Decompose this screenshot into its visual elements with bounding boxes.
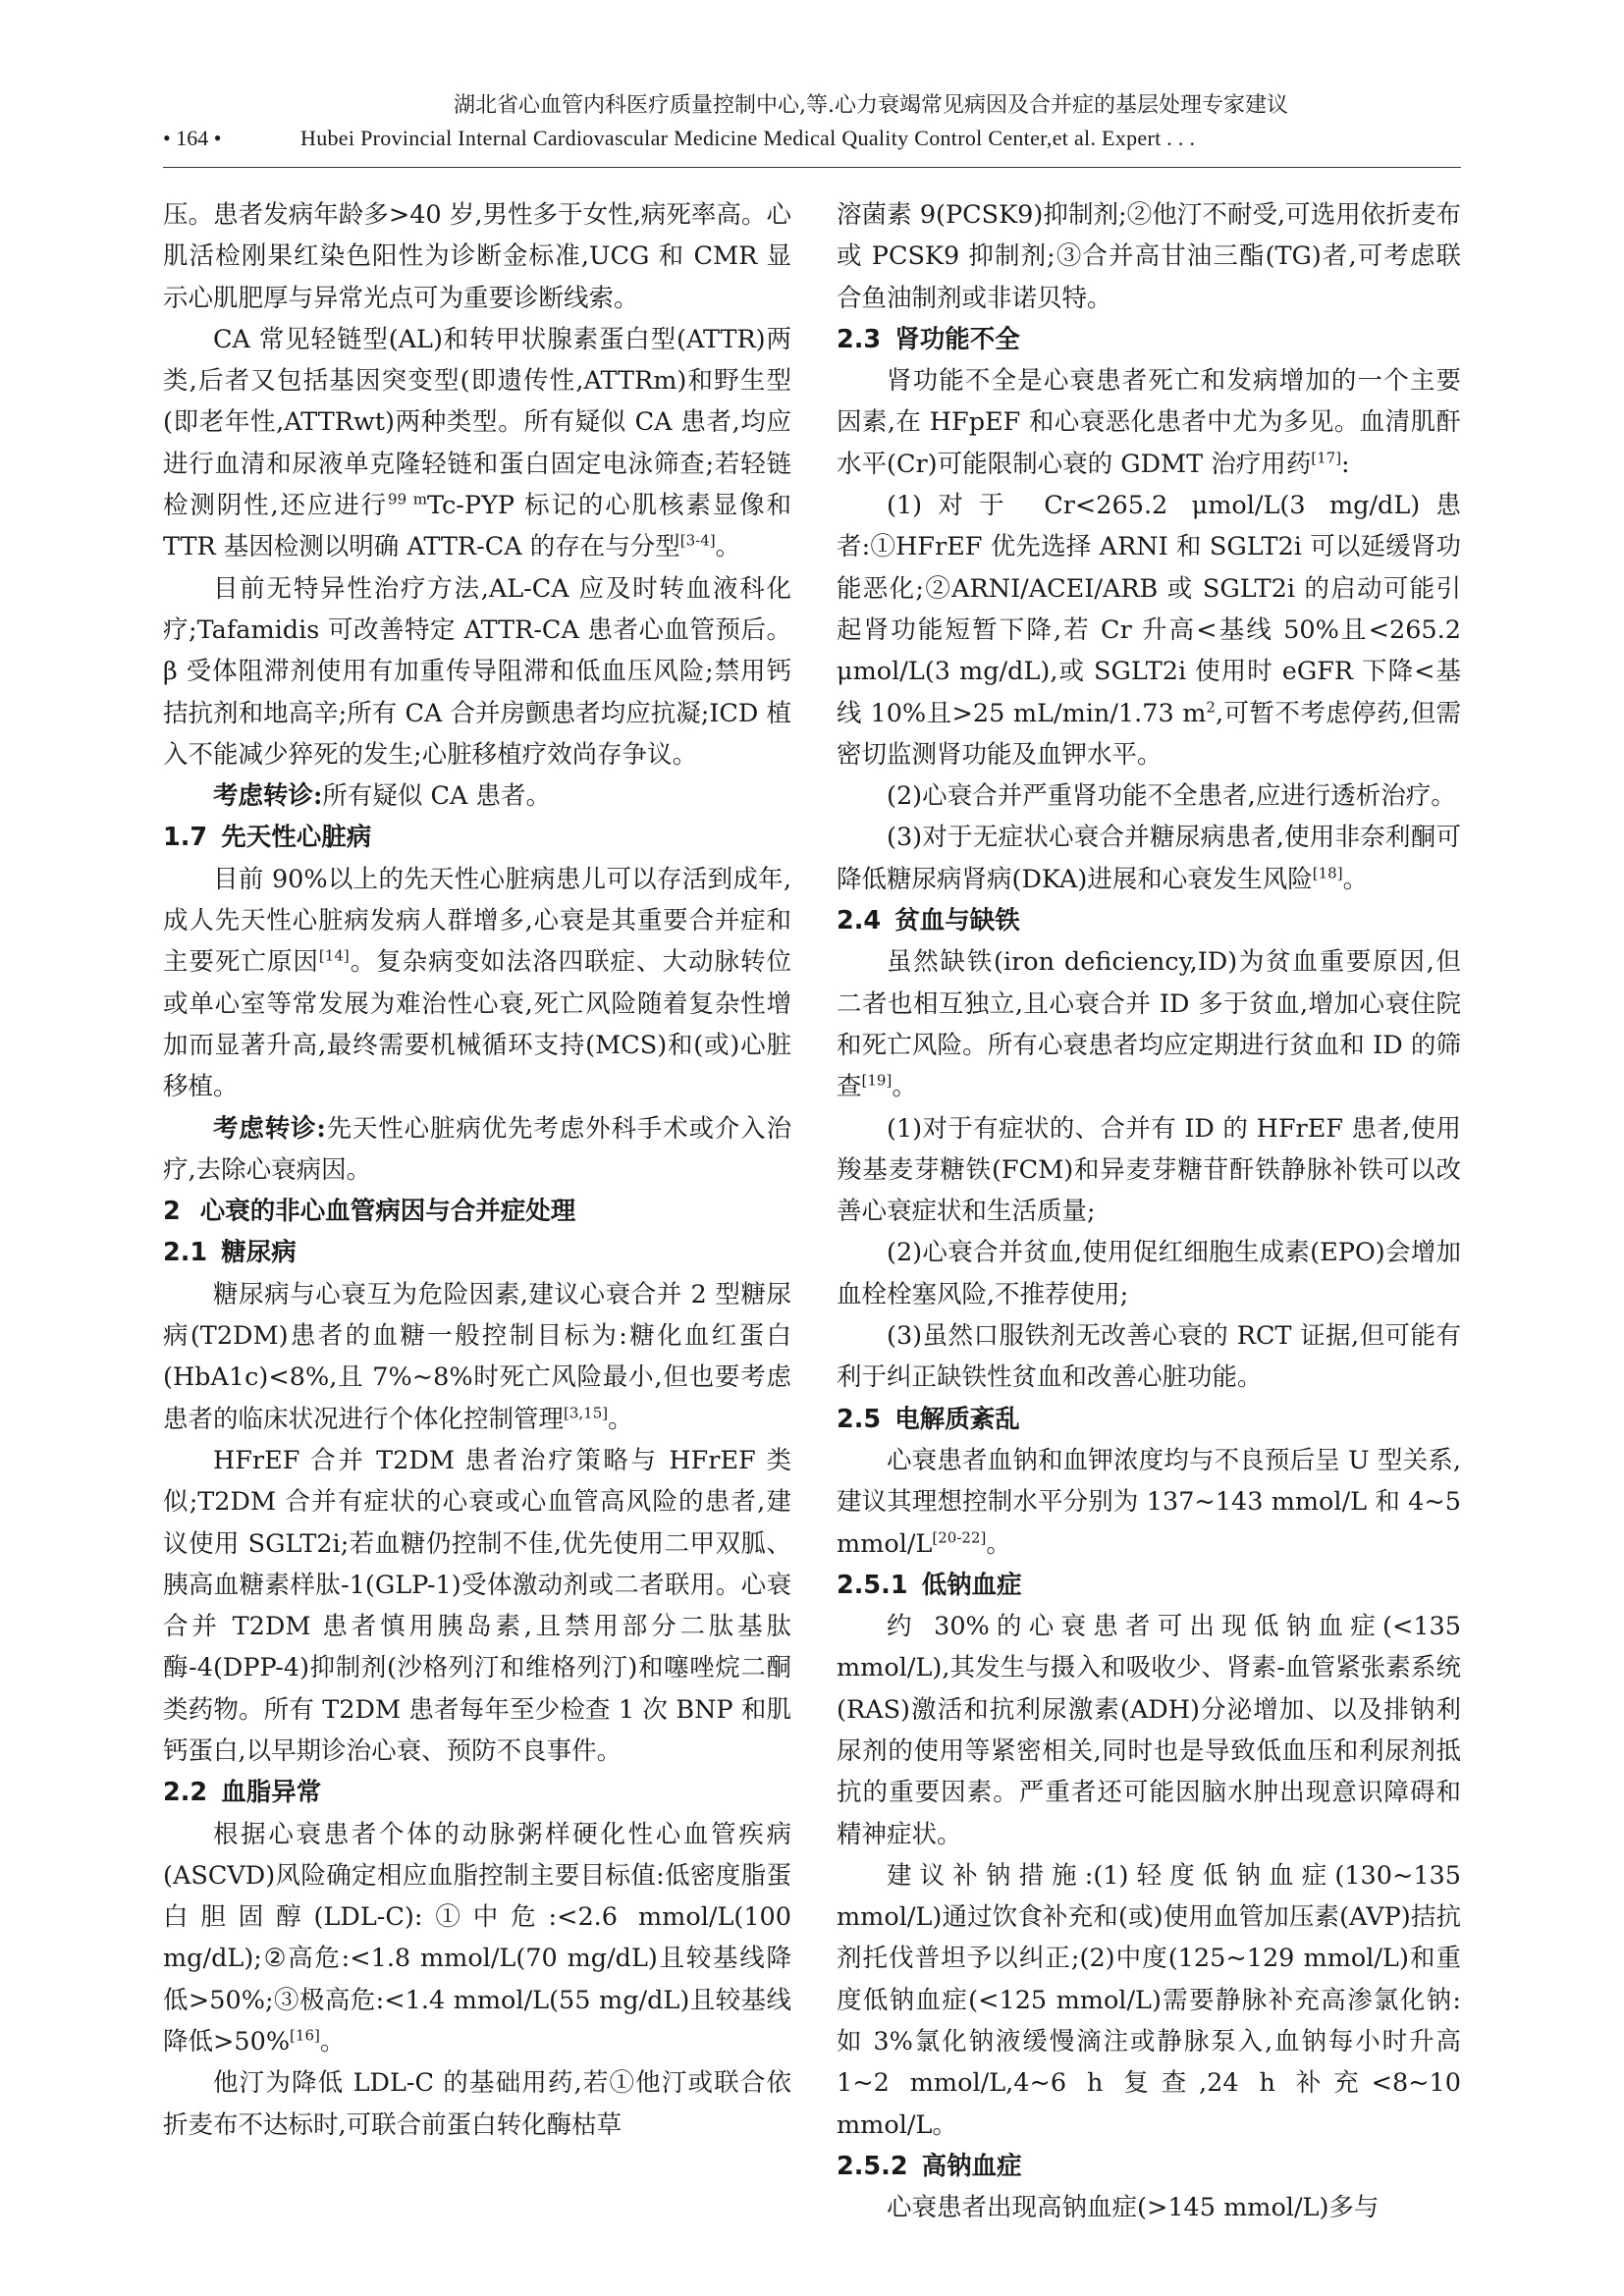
section-heading-2-4: 2.4 贫血与缺铁 — [837, 906, 1020, 936]
page-number: • 164 • — [163, 126, 222, 150]
referral-label: 考虑转诊: — [213, 1113, 326, 1144]
header-title-en: Hubei Provincial Internal Cardiovascular Medicine Medical Quality Control Center,et al. Expert . . . — [300, 126, 1196, 150]
referral-label: 考虑转诊: — [213, 781, 323, 812]
section-heading-2-1: 2.1 糖尿病 — [163, 1238, 297, 1268]
citation: [3,15] — [564, 1404, 609, 1422]
paragraph: (2)心衰合并贫血,使用促红细胞生成素(EPO)会增加血栓栓塞风险,不推荐使用; — [837, 1238, 1461, 1309]
citation: [14] — [318, 946, 350, 965]
paragraph: (3)对于无症状心衰合并糖尿病患者,使用非奈利酮可降低糖尿病肾病(DKA)进展和心衰发生风险[18]。 — [837, 823, 1461, 894]
paragraph: 心衰患者出现高钠血症(>145 mmol/L)多与 — [887, 2193, 1380, 2223]
paragraph: 考虑转诊:所有疑似 CA 患者。 — [213, 781, 552, 812]
running-header — [163, 90, 1461, 155]
citation: [17] — [1311, 449, 1342, 467]
section-heading-2-2: 2.2 血脂异常 — [163, 1778, 322, 1808]
paragraph: 目前 90%以上的先天性心脏病患儿可以存活到成年,成人先天性心脏病发病人群增多,心衰是其重要合并症和主要死亡原因[14]。复杂病变如法洛四联症、大动脉转位或单心室等常发展为难治性心衰,死亡风险随着复杂性增加而显著升高,最终需要机械循环支持(MCS)和(或)心脏移植。 — [163, 864, 791, 1102]
section-heading-2-3: 2.3 肾功能不全 — [837, 324, 1020, 354]
paragraph: 压。患者发病年龄多>40 岁,男性多于女性,病死率高。心肌活检刚果红染色阳性为诊断金标准,UCG 和 CMR 显示心肌肥厚与异常光点可为重要诊断线索。 — [163, 200, 791, 313]
paragraph: 目前无特异性治疗方法,AL-CA 应及时转血液科化疗;Tafamidis 可改善特定 ATTR-CA 患者心血管预后。β 受体阻滞剂使用有加重传导阻滞和低血压风险;禁用钙拮抗剂和地高辛;所有 CA 合并房颤患者均应抗凝;ICD 植入不能减少猝死的发生;心脏移植疗效尚存争议。 — [163, 573, 791, 770]
paragraph: 心衰患者血钠和血钾浓度均与不良预后呈 U 型关系,建议其理想控制水平分别为 137~143 mmol/L 和 4~5 mmol/L[20-22]。 — [837, 1445, 1461, 1559]
section-heading-2: 2 心衰的非心血管病因与合并症处理 — [163, 1197, 576, 1227]
section-heading-2-5-2: 2.5.2 高钠血症 — [837, 2151, 1022, 2181]
paragraph: CA 常见轻链型(AL)和转甲状腺素蛋白型(ATTR)两类,后者又包括基因突变型(即遗传性,ATTRm)和野生型(即老年性,ATTRwt)两种类型。所有疑似 CA 患者,均应进行血清和尿液单克隆轻链和蛋白固定电泳筛查;若轻链检测阴性,还应进行$^{99 m}$Tc-PYP 标记的心肌核素显像和 TTR 基因检测以明确 ATTR-CA 的存在与分型[3-4]。 — [163, 324, 791, 562]
section-heading-2-5-1: 2.5.1 低钠血症 — [837, 1570, 1022, 1600]
paragraph: (3)虽然口服铁剂无改善心衰的 RCT 证据,但可能有利于纠正缺铁性贫血和改善心脏功能。 — [837, 1321, 1461, 1393]
paragraph: 肾功能不全是心衰患者死亡和发病增加的一个主要因素,在 HFpEF 和心衰恶化患者中尤为多见。血清肌酐水平(Cr)可能限制心衰的 GDMT 治疗用药[17]: — [837, 366, 1461, 479]
citation: [20-22] — [932, 1528, 987, 1546]
citation: [3-4] — [679, 531, 716, 550]
citation: [19] — [861, 1071, 893, 1090]
header-rule — [163, 167, 1461, 168]
paragraph: (1)对于有症状的、合并有 ID 的 HFrEF 患者,使用羧基麦芽糖铁(FCM)和异麦芽糖苷酐铁静脉补铁可以改善心衰症状和生活质量; — [837, 1113, 1461, 1227]
paragraph: 虽然缺铁(iron deficiency,ID)为贫血重要原因,但二者也相互独立,且心衰合并 ID 多于贫血,增加心衰住院和死亡风险。所有心衰患者均应定期进行贫血和 ID 的筛查[19]。 — [837, 947, 1461, 1102]
right-column — [837, 194, 1461, 2229]
paragraph: (2)心衰合并严重肾功能不全患者,应进行透析治疗。 — [887, 781, 1456, 812]
citation: [16] — [290, 2026, 320, 2045]
section-heading-2-5: 2.5 电解质紊乱 — [837, 1404, 1020, 1434]
paragraph: 根据心衰患者个体的动脉粥样硬化性心血管疾病(ASCVD)风险确定相应血脂控制主要目标值:低密度脂蛋白胆固醇(LDL-C):①中危:<2.6 mmol/L(100 mg/dL);②高危:<1.8 mmol/L(70 mg/dL)且较基线降低>50%;③极高危:<1.4 mmol/L(55 mg/dL)且较基线降低>50%[16]。 — [163, 1819, 791, 2057]
section-heading-1-7: 1.7 先天性心脏病 — [163, 823, 372, 853]
paragraph: 溶菌素 9(PCSK9)抑制剂;②他汀不耐受,可选用依折麦布或 PCSK9 抑制剂;③合并高甘油三酯(TG)者,可考虑联合鱼油制剂或非诺贝特。 — [837, 200, 1461, 313]
citation: [18] — [1312, 864, 1343, 882]
paragraph: (1)对于 Cr<265.2 μmol/L(3 mg/dL)患者:①HFrEF 优先选择 ARNI 和 SGLT2i 可以延缓肾功能恶化;②ARNI/ACEI/ARB 或 SGLT2i 的启动可能引起肾功能短暂下降,若 Cr 升高<基线 50%且<265.2 μmol/L(3 mg/dL),或 SGLT2i 使用时 eGFR 下降<基线 10%且>25 mL/min/1.73 $m^2$,可暂不考虑停药,但需密切监测肾功能及血钾水平。 — [837, 491, 1461, 770]
paragraph: 考虑转诊:先天性心脏病优先考虑外科手术或介入治疗,去除心衰病因。 — [163, 1113, 791, 1185]
isotope-superscript: 99 m — [388, 490, 427, 508]
paragraph: 糖尿病与心衰互为危险因素,建议心衰合并 2 型糖尿病(T2DM)患者的血糖一般控制目标为:糖化血红蛋白(HbA1c)<8%,且 7%~8%时死亡风险最小,但也要考虑患者的临床状况进行个体化控制管理[3,15]。 — [163, 1279, 791, 1434]
paragraph: 约 30%的心衰患者可出现低钠血症(<135 mmol/L),其发生与摄入和吸收少、肾素-血管紧张素系统(RAS)激活和抗利尿激素(ADH)分泌增加、以及排钠利尿剂的使用等紧密相关,同时也是导致低血压和利尿剂抵抗的重要因素。严重者还可能因脑水肿出现意识障碍和精神症状。 — [837, 1612, 1461, 1849]
superscript: 2 — [1206, 698, 1216, 717]
paragraph: 建议补钠措施:(1)轻度低钠血症(130~135 mmol/L)通过饮食补充和(或)使用血管加压素(AVP)拮抗剂托伐普坦予以纠正;(2)中度(125~129 mmol/L)和重度低钠血症(<125 mmol/L)需要静脉补充高渗氯化钠:如 3%氯化钠液缓慢滴注或静脉泵入,血钠每小时升高 1~2 mmol/L,4~6 h 复查,24 h 补充<8~10 mmol/L。 — [837, 1860, 1461, 2140]
left-column — [163, 194, 791, 2146]
header-title-cn: 湖北省心血管内科医疗质量控制中心,等.心力衰竭常见病因及合并症的基层处理专家建议 — [454, 93, 1288, 118]
paragraph: 他汀为降低 LDL-C 的基础用药,若①他汀或联合依折麦布不达标时,可联合前蛋白转化酶枯草 — [163, 2068, 791, 2140]
paragraph: HFrEF 合并 T2DM 患者治疗策略与 HFrEF 类似;T2DM 合并有症状的心衰或心血管高风险的患者,建议使用 SGLT2i;若血糖仍控制不佳,优先使用二甲双胍、胰高血糖素样肽-1(GLP-1)受体激动剂或二者联用。心衰合并 T2DM 患者慎用胰岛素,且禁用部分二肽基肽酶-4(DPP-4)抑制剂(沙格列汀和维格列汀)和噻唑烷二酮类药物。所有 T2DM 患者每年至少检查 1 次 BNP 和肌钙蛋白,以早期诊治心衰、预防不良事件。 — [163, 1445, 791, 1766]
